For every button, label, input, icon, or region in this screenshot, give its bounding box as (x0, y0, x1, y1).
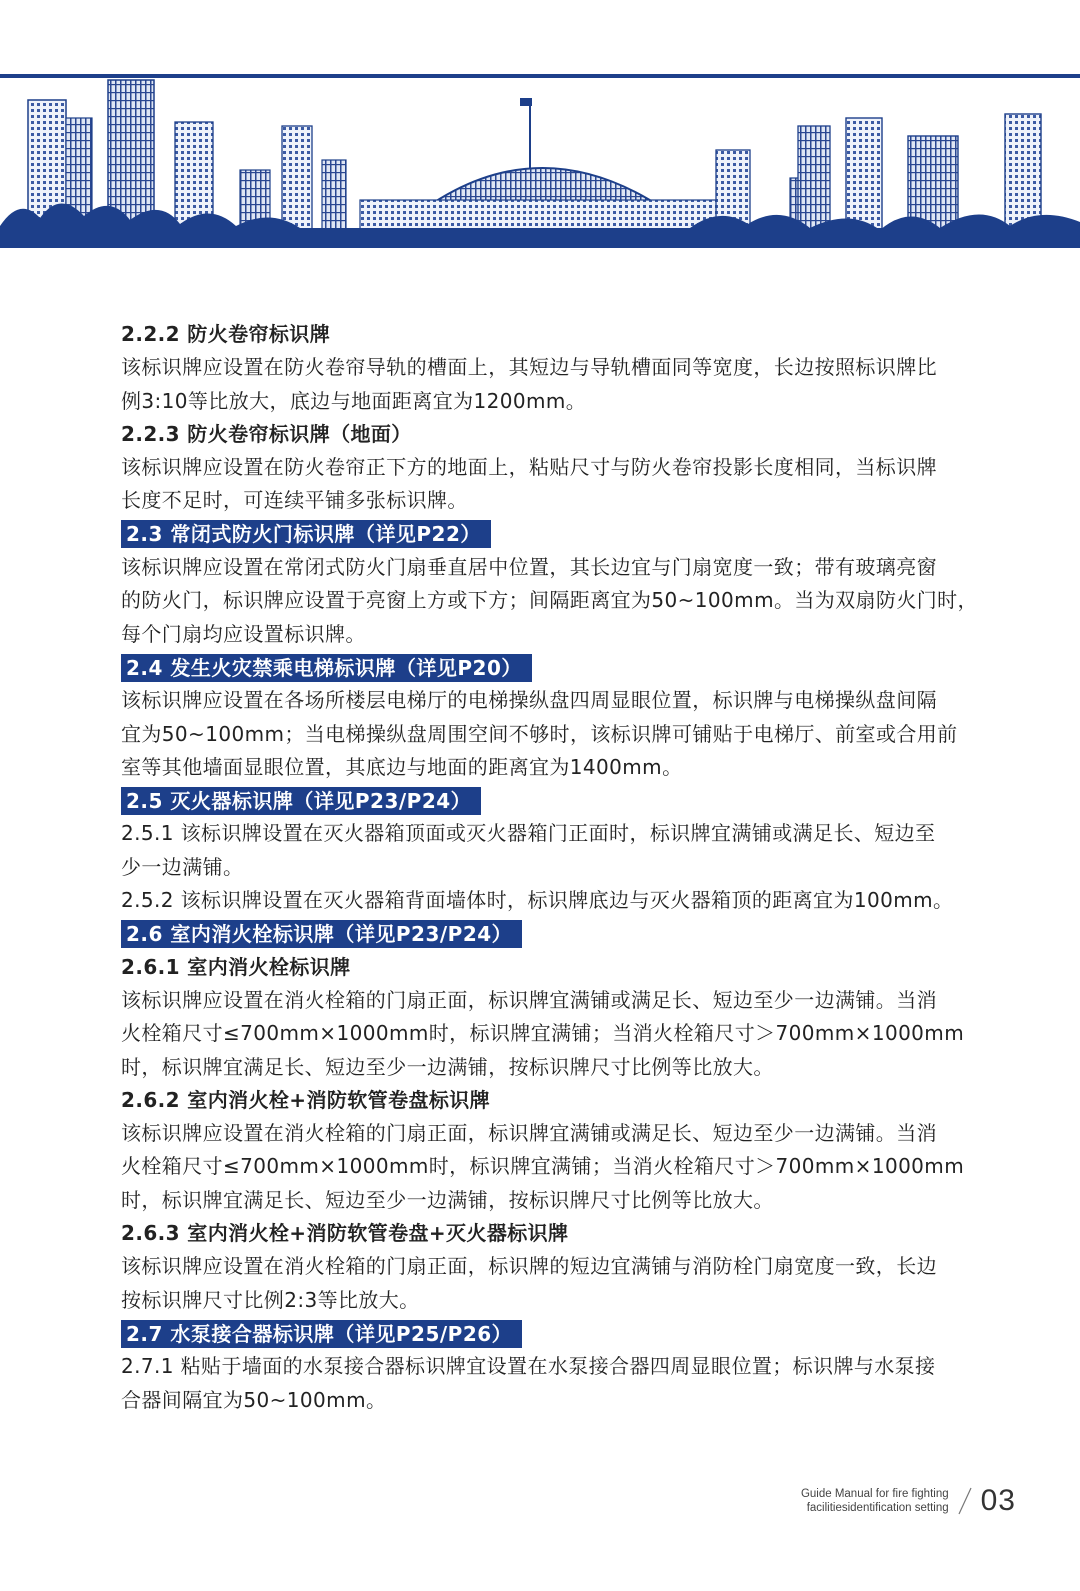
section-heading-label: 2.4 发生火灾禁乘电梯标识牌（详见P20） (121, 654, 532, 682)
section-heading-label: 2.6 室内消火栓标识牌（详见P23/P24） (121, 920, 522, 948)
subsection-heading: 2.6.1 室内消火栓标识牌 (121, 954, 351, 979)
paragraph-line: 该标识牌应设置在消火栓箱的门扇正面，标识牌宜满铺或满足长、短边至少一边满铺。当消 (121, 987, 937, 1012)
paragraph-line: 该标识牌应设置在各场所楼层电梯厅的电梯操纵盘四周显眼位置，标识牌与电梯操纵盘间隔 (121, 688, 937, 713)
paragraph-line: 时，标识牌宜满足长、短边至少一边满铺，按标识牌尺寸比例等比放大。 (121, 1187, 774, 1212)
paragraph-line: 少一边满铺。 (121, 854, 244, 879)
paragraph-line: 该标识牌应设置在消火栓箱的门扇正面，标识牌的短边宜满铺与消防栓门扇宽度一致，长边 (121, 1254, 937, 1279)
footer-line-1: Guide Manual for fire fighting (800, 1488, 949, 1500)
section-heading (121, 1317, 1001, 1350)
footer-line-2: facilitiesidentification setting (806, 1502, 949, 1514)
paragraph-line: 火栓箱尺寸≤700mm×1000mm时，标识牌宜满铺；当消火栓箱尺寸＞700mm×1000mm (121, 1021, 965, 1046)
slash-divider-icon (955, 1486, 975, 1516)
section-heading (121, 518, 1001, 551)
section-heading-label: 2.5 灭火器标识牌（详见P23/P24） (121, 787, 481, 815)
paragraph-line: 2.7.1 粘贴于墙面的水泵接合器标识牌宜设置在水泵接合器四周显眼位置；标识牌与水泵接 (121, 1354, 936, 1379)
section-heading (121, 784, 1001, 817)
subsection-heading: 2.2.3 防火卷帘标识牌（地面） (121, 421, 412, 446)
subsection-heading: 2.2.2 防火卷帘标识牌 (121, 322, 331, 346)
paragraph-line: 2.5.1 该标识牌设置在灭火器箱顶面或灭火器箱门正面时，标识牌宜满铺或满足长、短边至 (121, 821, 936, 846)
paragraph-line: 合器间隔宜为50~100mm。 (121, 1387, 387, 1412)
subsection-heading: 2.6.2 室内消火栓+消防软管卷盘标识牌 (121, 1087, 491, 1112)
paragraph-line: 按标识牌尺寸比例2:3等比放大。 (121, 1287, 420, 1312)
section-heading (121, 917, 1001, 950)
paragraph-line: 时，标识牌宜满足长、短边至少一边满铺，按标识牌尺寸比例等比放大。 (121, 1054, 774, 1079)
section-heading-label: 2.3 常闭式防火门标识牌（详见P22） (121, 520, 491, 548)
page-footer (801, 1484, 1016, 1518)
paragraph-line: 每个门扇均应设置标识牌。 (121, 621, 366, 646)
city-skyline-illustration (0, 78, 1080, 248)
section-heading (121, 651, 1001, 684)
paragraph-line: 的防火门，标识牌应设置于亮窗上方或下方；间隔距离宜为50~100mm。当为双扇防火门时， (121, 588, 978, 613)
document-body (121, 318, 1001, 1417)
paragraph-line: 宜为50~100mm；当电梯操纵盘周围空间不够时，该标识牌可铺贴于电梯厅、前室或合用前 (121, 721, 958, 746)
paragraph-line: 例3:10等比放大，底边与地面距离宜为1200mm。 (121, 388, 587, 413)
section-heading-label: 2.7 水泵接合器标识牌（详见P25/P26） (121, 1320, 522, 1348)
paragraph-line: 火栓箱尺寸≤700mm×1000mm时，标识牌宜满铺；当消火栓箱尺寸＞700mm×1000mm (121, 1154, 965, 1179)
footer-title (801, 1487, 949, 1515)
paragraph-line: 长度不足时，可连续平铺多张标识牌。 (121, 488, 468, 513)
paragraph-line: 室等其他墙面显眼位置，其底边与地面的距离宜为1400mm。 (121, 754, 683, 779)
paragraph-line: 该标识牌应设置在消火栓箱的门扇正面，标识牌宜满铺或满足长、短边至少一边满铺。当消 (121, 1121, 937, 1146)
paragraph-line: 2.5.2 该标识牌设置在灭火器箱背面墙体时，标识牌底边与灭火器箱顶的距离宜为100mm。 (121, 888, 954, 913)
paragraph-line: 该标识牌应设置在防火卷帘导轨的槽面上，其短边与导轨槽面同等宽度，长边按照标识牌比 (121, 355, 937, 380)
page-number: 03 (980, 1484, 1016, 1517)
subsection-heading: 2.6.3 室内消火栓+消防软管卷盘+灭火器标识牌 (121, 1221, 569, 1246)
paragraph-line: 该标识牌应设置在常闭式防火门扇垂直居中位置，其长边宜与门扇宽度一致；带有玻璃亮窗 (121, 555, 937, 580)
paragraph-line: 该标识牌应设置在防火卷帘正下方的地面上，粘贴尺寸与防火卷帘投影长度相同，当标识牌 (121, 455, 937, 480)
